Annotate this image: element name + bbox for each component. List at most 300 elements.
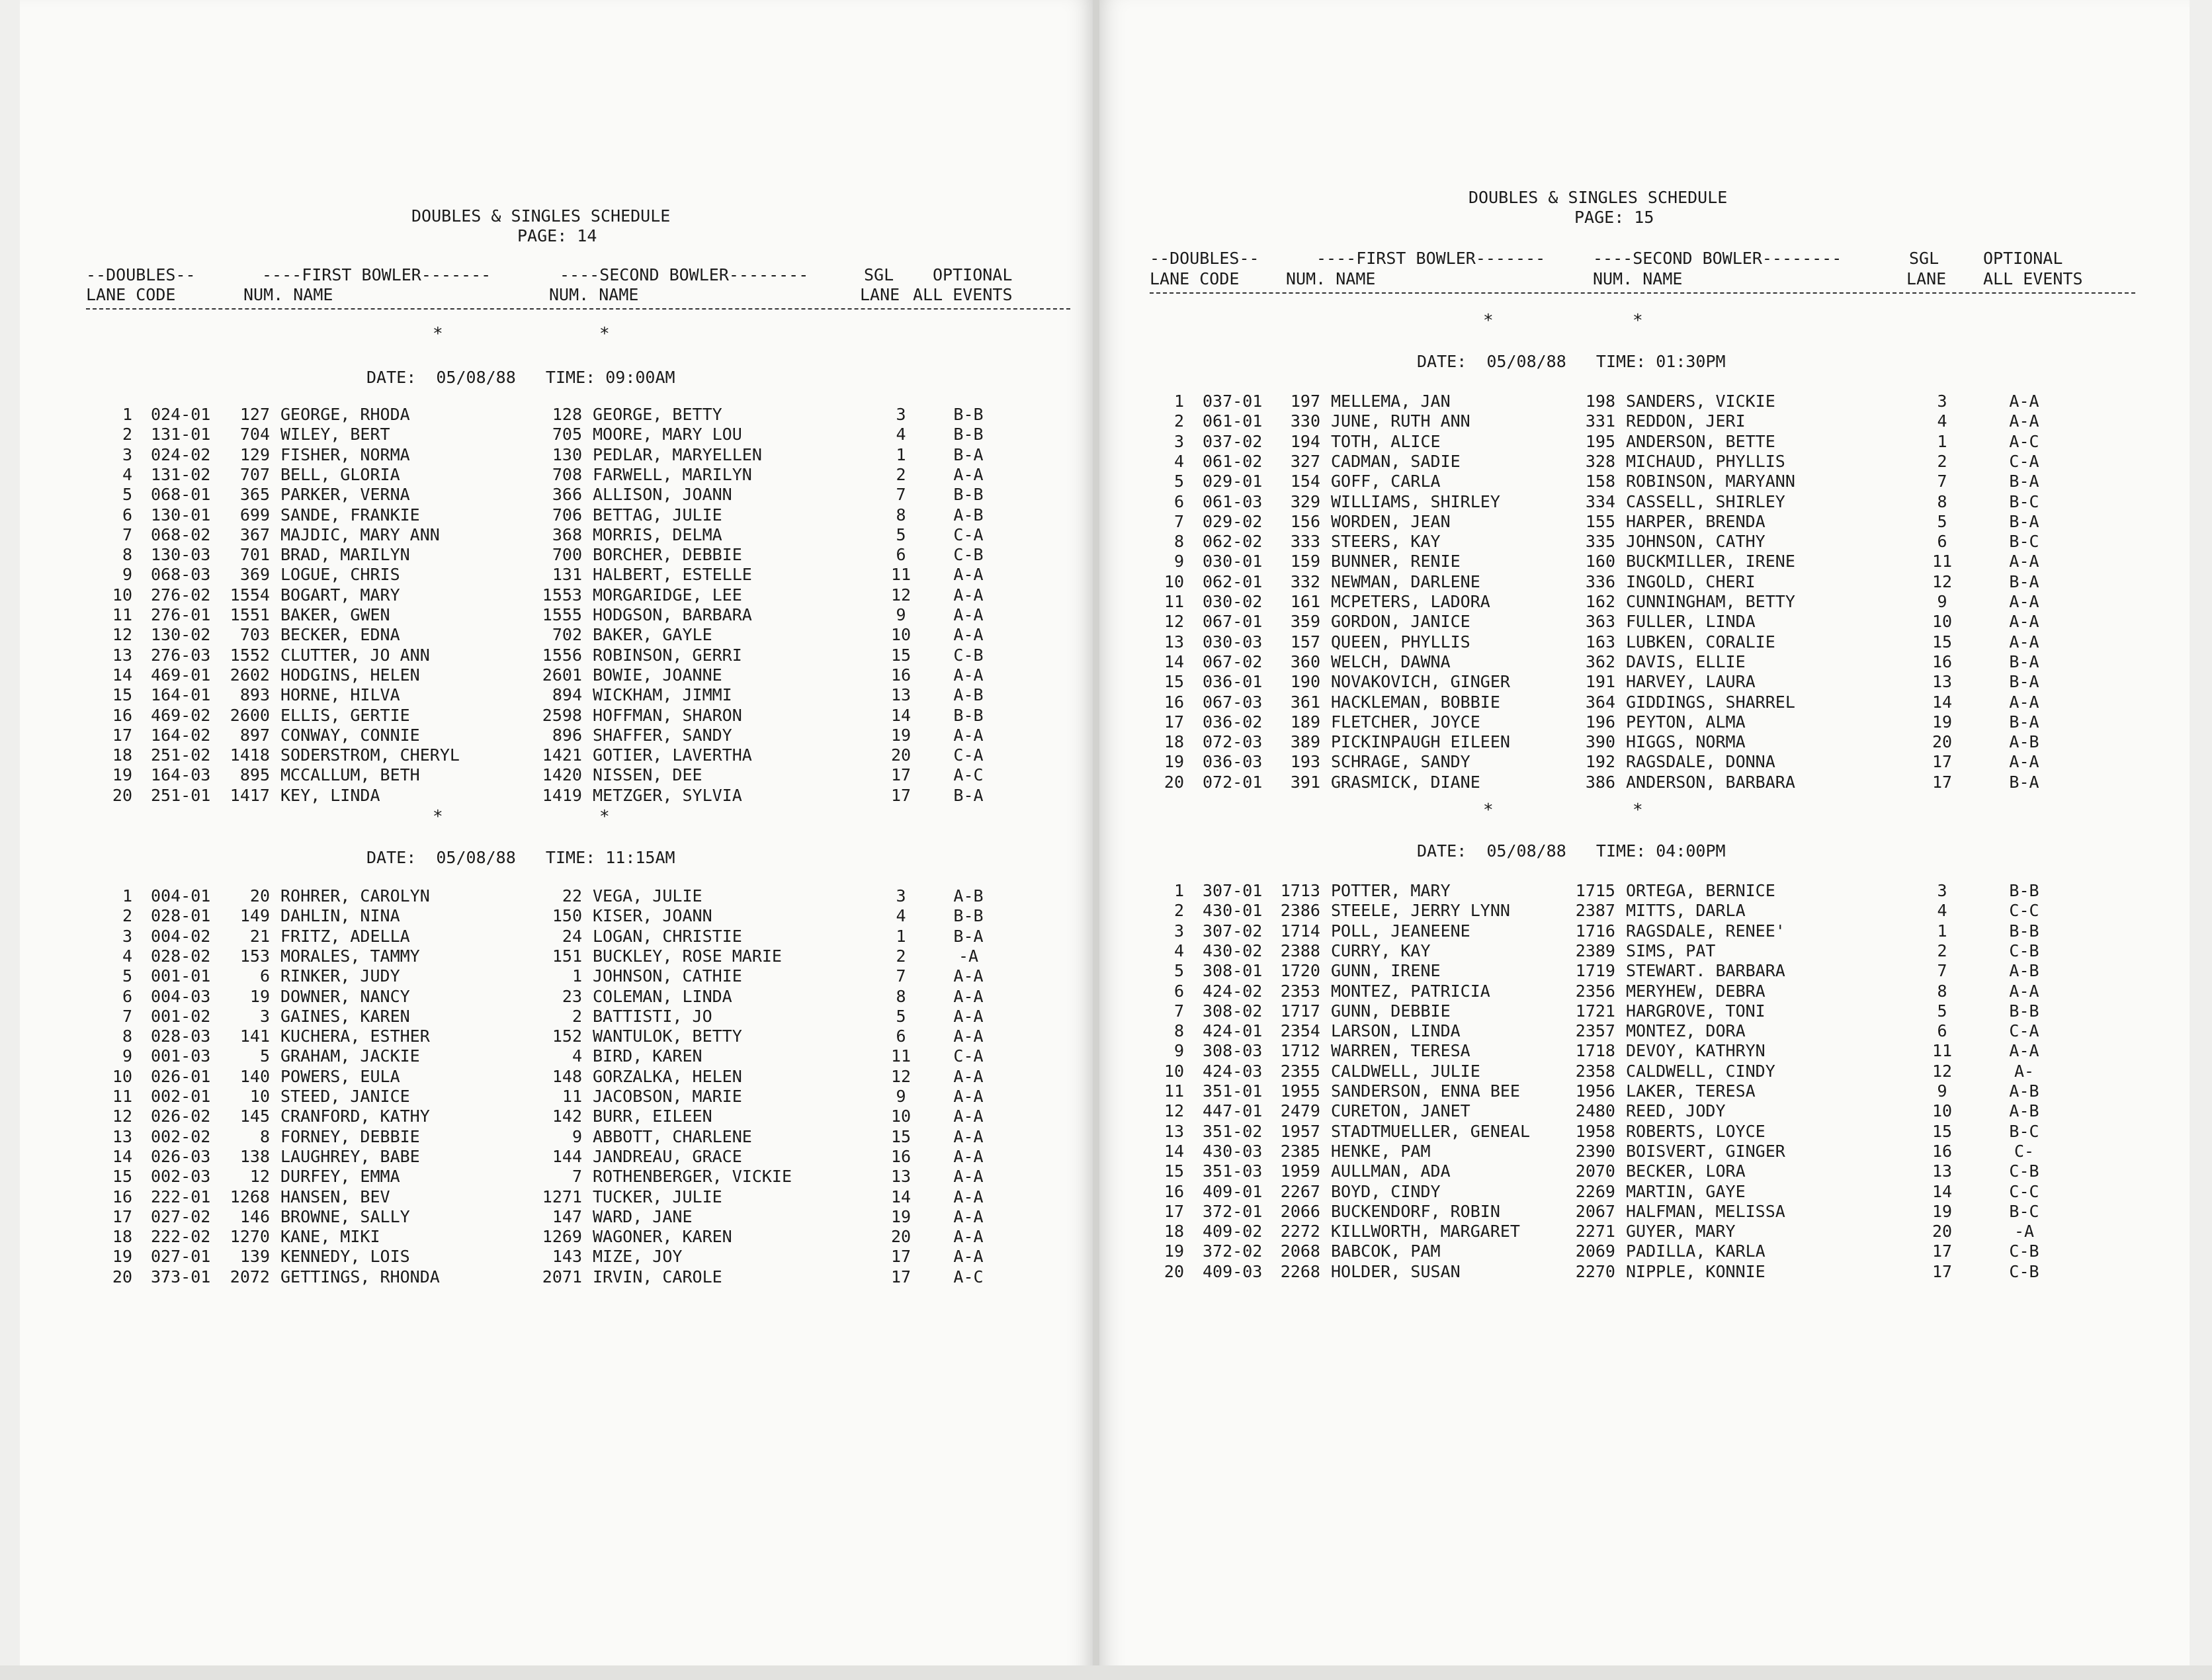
first-bowler-name: LOGUE, CHRIS	[280, 565, 400, 585]
second-bowler-num: 2601	[542, 665, 582, 685]
table-row	[1098, 572, 2190, 592]
table-row	[1098, 961, 2190, 981]
optional-all-events: C-	[2014, 1141, 2035, 1161]
first-bowler-name: AULLMAN, ADA	[1331, 1161, 1451, 1181]
table-row	[1098, 1041, 2190, 1061]
first-bowler-name: TOTH, ALICE	[1331, 431, 1441, 451]
second-bowler-name: ALLISON, JOANN	[593, 485, 732, 505]
header-first-bowler: ----FIRST BOWLER-------	[262, 265, 491, 284]
first-bowler-num: 159	[1290, 552, 1320, 571]
second-bowler-num: 1718	[1575, 1041, 1615, 1061]
header-rule	[86, 308, 1070, 310]
doubles-code: 002-02	[151, 1126, 211, 1146]
first-bowler-num: 190	[1290, 672, 1320, 692]
second-bowler-name: COLEMAN, LINDA	[593, 986, 732, 1006]
second-bowler-name: CALDWELL, CINDY	[1626, 1061, 1775, 1081]
first-bowler-name: CRANFORD, KATHY	[280, 1107, 430, 1126]
second-bowler-num: 1716	[1575, 921, 1615, 941]
table-row	[1098, 881, 2190, 901]
table-row	[1098, 773, 2190, 792]
lane-number: 11	[112, 605, 132, 624]
doubles-code: 024-01	[151, 405, 211, 424]
doubles-code: 409-02	[1203, 1222, 1263, 1241]
table-row	[20, 1087, 1094, 1107]
table-row	[20, 665, 1094, 685]
singles-lane: 17	[1932, 1241, 1953, 1261]
lane-number: 9	[122, 565, 132, 585]
second-bowler-num: 130	[552, 444, 582, 464]
doubles-code: 026-01	[151, 1066, 211, 1086]
second-bowler-name: GOTIER, LAVERTHA	[593, 745, 752, 765]
optional-all-events: B-A	[2009, 511, 2039, 531]
second-bowler-name: JANDREAU, GRACE	[593, 1146, 742, 1166]
second-bowler-name: WICKHAM, JIMMI	[593, 685, 732, 705]
lane-number: 8	[1173, 1021, 1184, 1041]
second-bowler-num: 1420	[542, 765, 582, 785]
lane-number: 14	[1164, 651, 1184, 671]
doubles-code: 373-01	[151, 1267, 211, 1286]
second-bowler-name: CUNNINGHAM, BETTY	[1626, 592, 1795, 611]
doubles-code: 030-01	[1203, 552, 1263, 571]
second-bowler-num: 1958	[1575, 1121, 1615, 1141]
doubles-code: 036-03	[1203, 752, 1263, 772]
lane-number: 9	[122, 1046, 132, 1066]
table-row	[20, 1107, 1094, 1126]
singles-lane: 15	[1932, 632, 1953, 651]
second-bowler-name: LUBKEN, CORALIE	[1626, 632, 1775, 651]
first-bowler-num: 189	[1290, 712, 1320, 732]
table-row	[1098, 1101, 2190, 1121]
doubles-code: 222-01	[151, 1187, 211, 1206]
first-bowler-num: 156	[1290, 511, 1320, 531]
first-bowler-num: 367	[239, 525, 270, 544]
table-row	[20, 966, 1094, 986]
singles-lane: 7	[1937, 472, 1947, 491]
singles-lane: 17	[890, 1247, 912, 1267]
singles-lane: 12	[890, 585, 912, 605]
first-bowler-num: 194	[1290, 431, 1320, 451]
second-bowler-name: MICHAUD, PHYLLIS	[1626, 451, 1785, 471]
session-date-time: DATE: 05/08/88 TIME: 01:30PM	[1417, 352, 1726, 371]
lane-number: 20	[1164, 772, 1184, 792]
second-bowler-name: HALBERT, ESTELLE	[593, 565, 752, 585]
second-bowler-num: 363	[1585, 612, 1615, 632]
header-rule	[1150, 292, 2135, 294]
optional-all-events: A-A	[953, 1227, 984, 1247]
lane-number: 15	[1164, 1161, 1184, 1181]
first-bowler-num: 1268	[230, 1187, 270, 1206]
first-bowler-name: GRAHAM, JACKIE	[280, 1046, 420, 1066]
optional-all-events: A-A	[2009, 981, 2039, 1001]
singles-lane: 17	[890, 765, 912, 785]
optional-all-events: B-C	[2009, 1121, 2039, 1141]
first-bowler-num: 8	[259, 1126, 270, 1146]
lane-number: 19	[1164, 752, 1184, 772]
optional-all-events: A-A	[2009, 752, 2039, 772]
first-bowler-name: BECKER, EDNA	[280, 625, 400, 645]
optional-all-events: A-A	[953, 605, 984, 624]
table-row	[1098, 532, 2190, 552]
separator-star: *	[1633, 311, 1643, 331]
second-bowler-num: 22	[562, 886, 582, 905]
first-bowler-num: 2602	[230, 665, 270, 685]
doubles-code: 001-03	[151, 1046, 211, 1066]
header-all-events: ALL EVENTS	[1983, 269, 2083, 288]
first-bowler-name: BABCOK, PAM	[1331, 1241, 1441, 1261]
singles-lane: 8	[896, 986, 906, 1006]
optional-all-events: C-B	[2009, 1241, 2039, 1261]
doubles-code: 037-02	[1203, 431, 1263, 451]
second-bowler-num: 702	[552, 625, 582, 645]
singles-lane: 17	[1932, 752, 1953, 772]
optional-all-events: C-B	[953, 645, 984, 665]
optional-all-events: C-B	[2009, 941, 2039, 960]
first-bowler-num: 1720	[1280, 961, 1320, 981]
optional-all-events: B-A	[2009, 772, 2039, 792]
table-row	[20, 585, 1094, 605]
lane-number: 3	[122, 444, 132, 464]
first-bowler-name: BAKER, GWEN	[280, 605, 390, 624]
second-bowler-num: 705	[552, 425, 582, 444]
optional-all-events: B-C	[2009, 532, 2039, 552]
first-bowler-num: 1270	[230, 1227, 270, 1247]
lane-number: 19	[1164, 1241, 1184, 1261]
table-row	[1098, 432, 2190, 452]
second-bowler-name: STEWART. BARBARA	[1626, 961, 1785, 981]
optional-all-events: B-B	[2009, 921, 2039, 941]
table-row	[1098, 732, 2190, 752]
second-bowler-name: JOHNSON, CATHIE	[593, 966, 742, 986]
second-bowler-num: 1421	[542, 745, 582, 765]
first-bowler-name: HORNE, HILVA	[280, 685, 400, 705]
first-bowler-num: 161	[1290, 592, 1320, 611]
doubles-code: 251-02	[151, 745, 211, 765]
doubles-code: 068-03	[151, 565, 211, 585]
doubles-code: 001-01	[151, 966, 211, 986]
first-bowler-num: 327	[1290, 451, 1320, 471]
lane-number: 5	[122, 485, 132, 505]
optional-all-events: C-A	[2009, 1021, 2039, 1041]
optional-all-events: B-A	[2009, 571, 2039, 591]
table-row	[1098, 1021, 2190, 1041]
first-bowler-num: 138	[239, 1146, 270, 1166]
page-number: PAGE: 15	[1574, 208, 1654, 227]
lane-number: 17	[112, 725, 132, 745]
second-bowler-name: BOISVERT, GINGER	[1626, 1141, 1785, 1161]
singles-lane: 1	[1937, 921, 1947, 941]
lane-number: 7	[1173, 511, 1184, 531]
singles-lane: 15	[890, 645, 912, 665]
lane-number: 9	[1173, 1041, 1184, 1061]
second-bowler-num: 151	[552, 946, 582, 966]
first-bowler-name: SANDERSON, ENNA BEE	[1331, 1081, 1520, 1101]
table-row	[1098, 982, 2190, 1001]
singles-lane: 6	[1937, 532, 1947, 552]
optional-all-events: A-A	[2009, 592, 2039, 611]
second-bowler-name: WANTULOK, BETTY	[593, 1027, 742, 1046]
optional-all-events: A-A	[953, 966, 984, 986]
optional-all-events: A-B	[2009, 961, 2039, 981]
table-row	[1098, 472, 2190, 491]
second-bowler-num: 335	[1585, 532, 1615, 552]
second-bowler-name: NISSEN, DEE	[593, 765, 702, 785]
first-bowler-num: 2072	[230, 1267, 270, 1286]
second-bowler-name: FULLER, LINDA	[1626, 612, 1756, 632]
optional-all-events: A-B	[953, 886, 984, 905]
first-bowler-name: PARKER, VERNA	[280, 485, 410, 505]
first-bowler-num: 332	[1290, 571, 1320, 591]
second-bowler-name: REED, JODY	[1626, 1101, 1726, 1121]
optional-all-events: B-B	[953, 425, 984, 444]
first-bowler-name: MELLEMA, JAN	[1331, 392, 1451, 411]
second-bowler-name: MORGARIDGE, LEE	[593, 585, 742, 605]
table-row	[20, 505, 1094, 525]
first-bowler-num: 2353	[1280, 981, 1320, 1001]
table-row	[1098, 632, 2190, 652]
second-bowler-name: HARGROVE, TONI	[1626, 1001, 1765, 1021]
singles-lane: 19	[1932, 1201, 1953, 1221]
singles-lane: 5	[1937, 511, 1947, 531]
second-bowler-name: METZGER, SYLVIA	[593, 785, 742, 805]
doubles-code: 028-03	[151, 1027, 211, 1046]
first-bowler-num: 893	[239, 685, 270, 705]
first-bowler-num: 1713	[1280, 881, 1320, 900]
doubles-code: 062-01	[1203, 571, 1263, 591]
lane-number: 16	[1164, 1181, 1184, 1201]
second-bowler-num: 152	[552, 1027, 582, 1046]
lane-number: 15	[112, 685, 132, 705]
first-bowler-num: 359	[1290, 612, 1320, 632]
singles-lane: 10	[890, 625, 912, 645]
optional-all-events: A-A	[953, 1146, 984, 1166]
right-page	[1098, 0, 2190, 1680]
optional-all-events: C-B	[953, 545, 984, 565]
optional-all-events: A-A	[2009, 1041, 2039, 1061]
table-row	[1098, 392, 2190, 411]
singles-lane: 17	[1932, 772, 1953, 792]
optional-all-events: B-A	[2009, 651, 2039, 671]
table-row	[1098, 901, 2190, 921]
second-bowler-num: 2357	[1575, 1021, 1615, 1041]
doubles-code: 409-01	[1203, 1181, 1263, 1201]
doubles-code: 026-03	[151, 1146, 211, 1166]
doubles-code: 002-01	[151, 1087, 211, 1106]
separator-star: *	[599, 324, 610, 344]
doubles-code: 068-02	[151, 525, 211, 544]
optional-all-events: A-A	[953, 1167, 984, 1187]
singles-lane: 14	[1932, 692, 1953, 712]
first-bowler-num: 2267	[1280, 1181, 1320, 1201]
doubles-code: 351-01	[1203, 1081, 1263, 1101]
lane-number: 2	[122, 425, 132, 444]
second-bowler-num: 1721	[1575, 1001, 1615, 1021]
second-bowler-name: JOHNSON, CATHY	[1626, 532, 1765, 552]
doubles-code: 164-03	[151, 765, 211, 785]
lane-number: 14	[1164, 1141, 1184, 1161]
first-bowler-name: DAHLIN, NINA	[280, 906, 400, 926]
lane-number: 13	[112, 645, 132, 665]
first-bowler-name: NEWMAN, DARLENE	[1331, 571, 1480, 591]
second-bowler-name: HODGSON, BARBARA	[593, 605, 752, 624]
optional-all-events: A-A	[953, 1126, 984, 1146]
lane-number: 6	[1173, 981, 1184, 1001]
lane-number: 5	[1173, 472, 1184, 491]
lane-number: 4	[122, 464, 132, 484]
table-row	[20, 1227, 1094, 1247]
page-bottom-edge	[0, 1665, 2212, 1680]
second-bowler-name: REDDON, JERI	[1626, 411, 1746, 431]
optional-all-events: A-A	[953, 1247, 984, 1267]
first-bowler-num: 20	[249, 886, 270, 905]
second-bowler-name: ROTHENBERGER, VICKIE	[593, 1167, 792, 1187]
doubles-code: 037-01	[1203, 392, 1263, 411]
lane-number: 10	[1164, 571, 1184, 591]
second-bowler-name: JACOBSON, MARIE	[593, 1087, 742, 1106]
singles-lane: 17	[890, 1267, 912, 1286]
table-row	[20, 886, 1094, 906]
page-number: PAGE: 14	[517, 226, 597, 245]
first-bowler-num: 369	[239, 565, 270, 585]
first-bowler-name: BRAD, MARILYN	[280, 545, 410, 565]
second-bowler-name: HARPER, BRENDA	[1626, 511, 1765, 531]
second-bowler-name: IRVIN, CAROLE	[593, 1267, 722, 1286]
first-bowler-name: FLETCHER, JOYCE	[1331, 712, 1480, 732]
lane-number: 18	[112, 1227, 132, 1247]
second-bowler-num: 390	[1585, 732, 1615, 752]
table-row	[20, 425, 1094, 444]
table-row	[20, 927, 1094, 946]
second-bowler-num: 1715	[1575, 881, 1615, 900]
lane-number: 12	[1164, 1101, 1184, 1121]
second-bowler-num: 2598	[542, 705, 582, 725]
singles-lane: 6	[896, 1027, 906, 1046]
first-bowler-num: 1417	[230, 785, 270, 805]
second-bowler-num: 131	[552, 565, 582, 585]
first-bowler-num: 2385	[1280, 1141, 1320, 1161]
lane-number: 4	[1173, 941, 1184, 960]
optional-all-events: A-A	[953, 725, 984, 745]
table-row	[20, 405, 1094, 425]
header-second-bowler: ----SECOND BOWLER--------	[560, 265, 809, 284]
first-bowler-num: 1554	[230, 585, 270, 605]
first-bowler-num: 365	[239, 485, 270, 505]
second-bowler-num: 700	[552, 545, 582, 565]
lane-number: 7	[1173, 1001, 1184, 1021]
second-bowler-name: HOFFMAN, SHARON	[593, 705, 742, 725]
second-bowler-name: MORRIS, DELMA	[593, 525, 722, 544]
optional-all-events: B-B	[953, 705, 984, 725]
schedule-title: DOUBLES & SINGLES SCHEDULE	[411, 206, 671, 226]
optional-all-events: A-A	[953, 1187, 984, 1206]
optional-all-events: A-A	[953, 1107, 984, 1126]
singles-lane: 14	[890, 705, 912, 725]
lane-number: 13	[112, 1126, 132, 1146]
lane-number: 10	[112, 585, 132, 605]
first-bowler-num: 2268	[1280, 1261, 1320, 1281]
first-bowler-name: QUEEN, PHYLLIS	[1331, 632, 1470, 651]
first-bowler-num: 699	[239, 505, 270, 525]
first-bowler-name: HENKE, PAM	[1331, 1141, 1431, 1161]
singles-lane: 17	[1932, 1261, 1953, 1281]
optional-all-events: B-B	[2009, 881, 2039, 900]
header-num-name-1: NUM. NAME	[243, 285, 333, 304]
singles-lane: 9	[1937, 1081, 1947, 1101]
second-bowler-num: 192	[1585, 752, 1615, 772]
second-bowler-name: HARVEY, LAURA	[1626, 672, 1756, 692]
table-row	[1098, 1062, 2190, 1081]
first-bowler-num: 197	[1290, 392, 1320, 411]
table-row	[20, 646, 1094, 665]
table-row	[20, 1207, 1094, 1227]
first-bowler-num: 1957	[1280, 1121, 1320, 1141]
second-bowler-num: 1271	[542, 1187, 582, 1206]
table-row	[1098, 1182, 2190, 1202]
optional-all-events: A-A	[2009, 392, 2039, 411]
second-bowler-num: 142	[552, 1107, 582, 1126]
doubles-code: 061-01	[1203, 411, 1263, 431]
lane-number: 5	[1173, 961, 1184, 981]
separator-star: *	[433, 807, 443, 827]
second-bowler-num: 198	[1585, 392, 1615, 411]
second-bowler-name: GUYER, MARY	[1626, 1222, 1736, 1241]
second-bowler-name: VEGA, JULIE	[593, 886, 702, 905]
lane-number: 14	[112, 1146, 132, 1166]
doubles-code: 424-01	[1203, 1021, 1263, 1041]
doubles-code: 036-02	[1203, 712, 1263, 732]
first-bowler-num: 1551	[230, 605, 270, 624]
table-row	[1098, 1081, 2190, 1101]
singles-lane: 13	[890, 685, 912, 705]
doubles-code: 001-02	[151, 1006, 211, 1026]
lane-number: 3	[1173, 431, 1184, 451]
table-row	[20, 1247, 1094, 1267]
first-bowler-num: 129	[239, 444, 270, 464]
singles-lane: 11	[890, 565, 912, 585]
second-bowler-num: 2069	[1575, 1241, 1615, 1261]
table-row	[20, 1027, 1094, 1046]
table-row	[1098, 552, 2190, 571]
first-bowler-name: SCHRAGE, SANDY	[1331, 752, 1470, 772]
table-row	[1098, 1142, 2190, 1161]
second-bowler-num: 2	[572, 1006, 582, 1026]
separator-star: *	[433, 324, 443, 344]
second-bowler-name: MOORE, MARY LOU	[593, 425, 742, 444]
second-bowler-num: 1419	[542, 785, 582, 805]
first-bowler-num: 704	[239, 425, 270, 444]
first-bowler-name: DURFEY, EMMA	[280, 1167, 400, 1187]
singles-lane: 19	[890, 725, 912, 745]
table-row	[20, 906, 1094, 926]
first-bowler-num: 1712	[1280, 1041, 1320, 1061]
first-bowler-name: STEED, JANICE	[280, 1087, 410, 1106]
second-bowler-num: 362	[1585, 651, 1615, 671]
optional-all-events: A-A	[953, 625, 984, 645]
second-bowler-num: 2480	[1575, 1101, 1615, 1121]
header-first-bowler: ----FIRST BOWLER-------	[1316, 249, 1546, 268]
singles-lane: 16	[890, 665, 912, 685]
doubles-code: 067-02	[1203, 651, 1263, 671]
separator-star: *	[1633, 800, 1643, 820]
table-row	[20, 786, 1094, 806]
singles-lane: 5	[896, 1006, 906, 1026]
first-bowler-num: 1955	[1280, 1081, 1320, 1101]
optional-all-events: A-A	[2009, 612, 2039, 632]
table-row	[1098, 921, 2190, 941]
second-bowler-name: BURR, EILEEN	[593, 1107, 712, 1126]
doubles-code: 131-01	[151, 425, 211, 444]
lane-number: 13	[1164, 632, 1184, 651]
second-bowler-name: SHAFFER, SANDY	[593, 725, 732, 745]
